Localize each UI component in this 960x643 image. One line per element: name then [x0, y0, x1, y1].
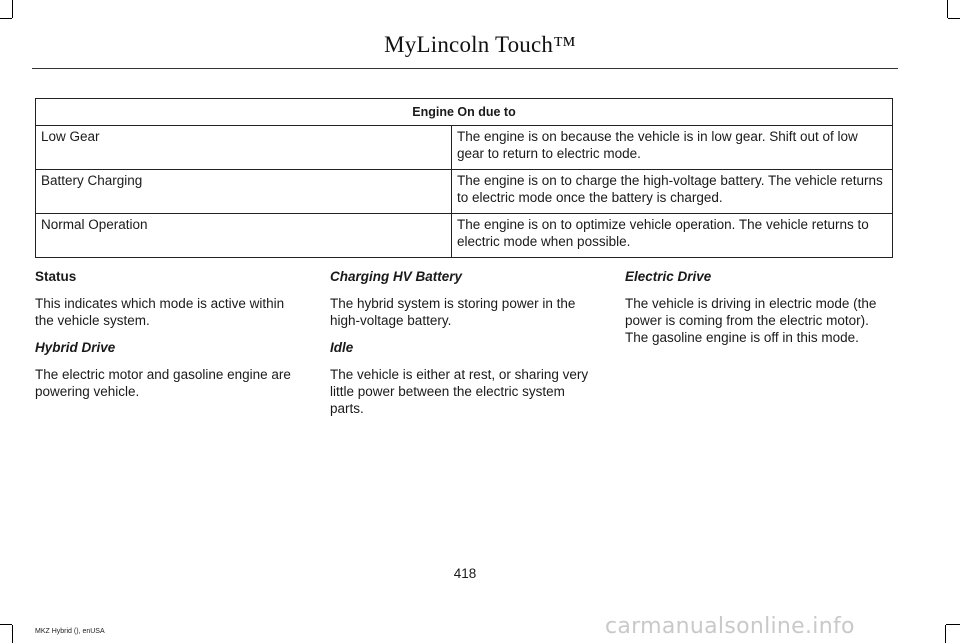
- column-right: [625, 268, 887, 356]
- hybrid-drive-heading: Hybrid Drive: [35, 340, 116, 355]
- charging-hv-battery-text: The hybrid system is storing power in the high-voltage battery.: [330, 296, 576, 328]
- table-row: [36, 126, 893, 170]
- page-title: MyLincoln Touch™: [384, 32, 576, 57]
- row-description: The engine is on to optimize vehicle operation. The vehicle returns to electric mode when possible.: [452, 214, 893, 258]
- status-text: This indicates which mode is active within the vehicle system.: [35, 296, 285, 328]
- column-left: [35, 268, 297, 410]
- engine-on-table: [35, 98, 893, 258]
- table-row: [36, 170, 893, 214]
- row-label: Battery Charging: [36, 170, 452, 214]
- crop-mark-top-right: [947, 0, 948, 18]
- status-heading: Status: [35, 269, 77, 284]
- row-label: Normal Operation: [36, 214, 452, 258]
- document-code: MKZ Hybrid (), enUSA: [35, 628, 105, 635]
- row-description: The engine is on to charge the high-voltage battery. The vehicle returns to electric mode once the battery is charged.: [452, 170, 893, 214]
- electric-drive-heading: Electric Drive: [625, 269, 712, 284]
- idle-heading: Idle: [330, 340, 354, 355]
- watermark: carmanualsonline.info: [605, 614, 855, 639]
- hybrid-drive-text: The electric motor and gasoline engine are powering vehicle.: [35, 367, 291, 399]
- row-label: Low Gear: [36, 126, 452, 170]
- charging-hv-battery-heading: Charging HV Battery: [330, 269, 463, 284]
- electric-drive-text: The vehicle is driving in electric mode (the power is coming from the electric motor). The gasoline engine is off in this mode.: [625, 296, 877, 345]
- column-middle: [330, 268, 592, 427]
- table-heading: Engine On due to: [36, 99, 893, 126]
- page-number: 418: [453, 566, 477, 581]
- table-row: [36, 214, 893, 258]
- crop-mark-bottom-right: [945, 625, 946, 643]
- crop-mark-bottom-left-h: [0, 624, 12, 625]
- title-divider: [32, 68, 898, 69]
- crop-mark-top-right-h: [948, 18, 960, 19]
- crop-mark-bottom-right-h: [946, 624, 960, 625]
- table-header-row: [36, 99, 893, 126]
- crop-mark-top-left-h: [0, 18, 12, 19]
- crop-mark-bottom-left: [12, 625, 13, 643]
- row-description: The engine is on because the vehicle is in low gear. Shift out of low gear to return to electric mode.: [452, 126, 893, 170]
- idle-text: The vehicle is either at rest, or sharing very little power between the electric system parts.: [330, 367, 589, 416]
- crop-mark-top-left: [12, 0, 13, 18]
